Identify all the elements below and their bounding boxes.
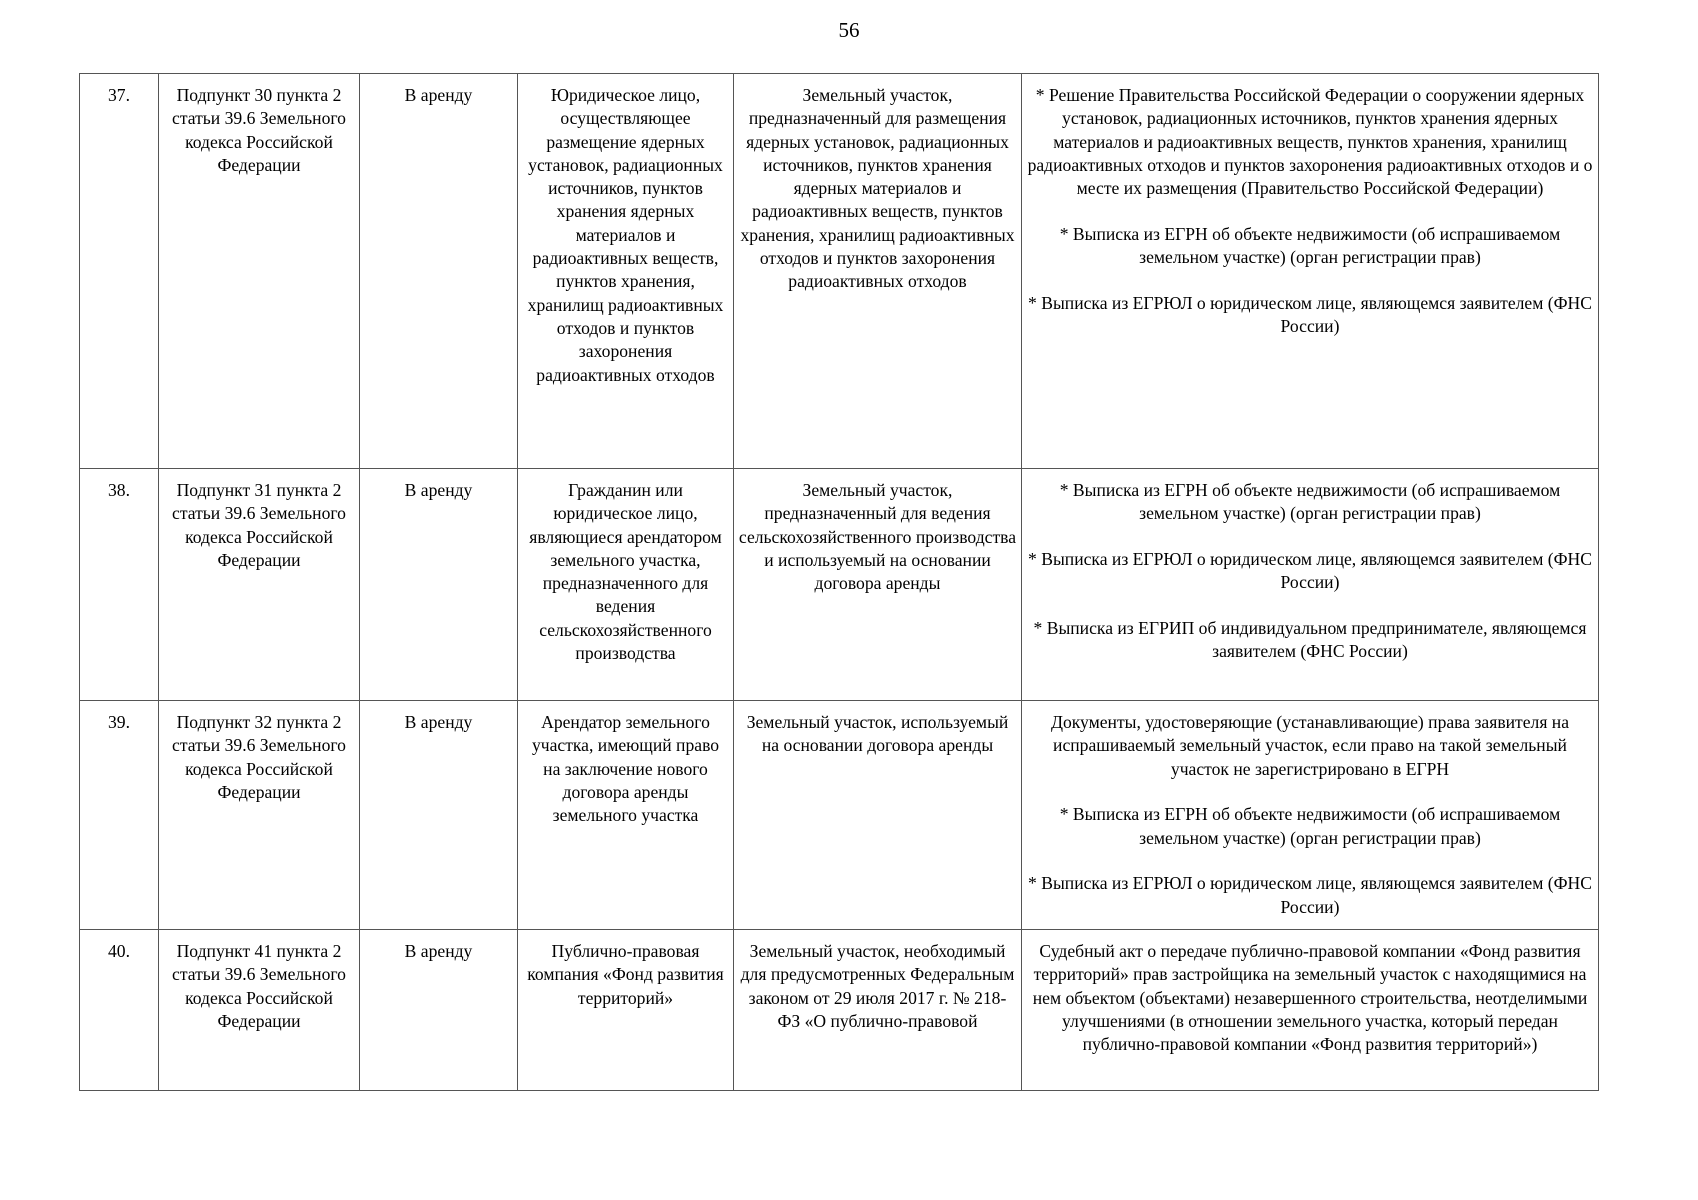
document-item: * Решение Правительства Российской Федерации о сооружении ядерных установок, радиационных источников, пунктов хранения ядерных материалов и радиоактивных веществ, пунктов хранения, хранилищ радиоактивных отходов и пунктов захоронения радиоактивных отходов и о месте их размещения (Правительство Российской Федерации) [1027, 85, 1593, 199]
table-row [80, 930, 1599, 1091]
document-item: * Выписка из ЕГРН об объекте недвижимости (об испрашиваемом земельном участке) (орган регистрации прав) [1059, 480, 1561, 524]
table-row [80, 74, 1599, 469]
table-row [80, 701, 1599, 930]
legal-basis-cell: Подпункт 32 пункта 2 статьи 39.6 Земельного кодекса Российской Федерации [159, 701, 360, 930]
legal-basis-cell: Подпункт 30 пункта 2 статьи 39.6 Земельного кодекса Российской Федерации [159, 74, 360, 469]
provision-type-cell: В аренду [360, 930, 518, 1091]
land-plot-cell: Земельный участок, предназначенный для размещения ядерных установок, радиационных источников, пунктов хранения ядерных материалов и радиоактивных веществ, пунктов хранения, хранилищ радиоактивных отходов и пунктов захоронения радиоактивных отходов [734, 74, 1022, 469]
documents-cell [1022, 701, 1599, 930]
applicant-cell: Арендатор земельного участка, имеющий право на заключение нового договора аренды земельного участка [518, 701, 734, 930]
row-number: 37. [80, 74, 159, 469]
applicant-cell: Юридическое лицо, осуществляющее размещение ядерных установок, радиационных источников, пунктов хранения ядерных материалов и радиоактивных веществ, пунктов хранения, хранилищ радиоактивных отходов и пунктов захоронения радиоактивных отходов [518, 74, 734, 469]
land-plot-cell: Земельный участок, используемый на основании договора аренды [734, 701, 1022, 930]
row-number: 40. [80, 930, 159, 1091]
provision-type-cell: В аренду [360, 74, 518, 469]
document-item: * Выписка из ЕГРН об объекте недвижимости (об испрашиваемом земельном участке) (орган регистрации прав) [1059, 223, 1561, 268]
land-plot-cell: Земельный участок, необходимый для предусмотренных Федеральным законом от 29 июля 2017 г. № 218-ФЗ «О публично-правовой [734, 930, 1022, 1091]
provision-type-cell: В аренду [360, 469, 518, 701]
row-number: 39. [80, 701, 159, 930]
table-row [80, 469, 1599, 701]
applicant-cell: Публично-правовая компания «Фонд развития территорий» [518, 930, 734, 1091]
row-number: 38. [80, 469, 159, 701]
document-item: * Выписка из ЕГРЮЛ о юридическом лице, являющемся заявителем (ФНС России) [1028, 549, 1592, 593]
document-item: Документы, удостоверяющие (устанавливающие) права заявителя на испрашиваемый земельный участок, если право на такой земельный участок не зарегистрировано в ЕГРН [1050, 712, 1570, 779]
documents-cell [1022, 930, 1599, 1091]
document-item: * Выписка из ЕГРН об объекте недвижимости (об испрашиваемом земельном участке) (орган регистрации прав) [1059, 804, 1561, 848]
documents-cell [1022, 74, 1599, 469]
legal-basis-cell: Подпункт 31 пункта 2 статьи 39.6 Земельного кодекса Российской Федерации [159, 469, 360, 701]
land-plot-cell: Земельный участок, предназначенный для ведения сельскохозяйственного производства и используемый на основании договора аренды [734, 469, 1022, 701]
page-number: 56 [838, 18, 860, 42]
provision-type-cell: В аренду [360, 701, 518, 930]
document-item: Судебный акт о передаче публично-правовой компании «Фонд развития территорий» прав застройщика на земельный участок с находящимися на нем объектом (объектами) незавершенного строительства, неотделимыми улучшениями (в отношении земельного участка, который передан публично-правовой компании «Фонд развития территорий») [1032, 941, 1588, 1055]
document-item: * Выписка из ЕГРЮЛ о юридическом лице, являющемся заявителем (ФНС России) [1028, 293, 1592, 337]
document-item: * Выписка из ЕГРЮЛ о юридическом лице, являющемся заявителем (ФНС России) [1028, 873, 1592, 917]
services-table [79, 73, 1599, 1091]
documents-cell [1022, 469, 1599, 701]
applicant-cell: Гражданин или юридическое лицо, являющиеся арендатором земельного участка, предназначенного для ведения сельскохозяйственного производства [518, 469, 734, 701]
legal-basis-cell: Подпункт 41 пункта 2 статьи 39.6 Земельного кодекса Российской Федерации [159, 930, 360, 1091]
document-item: * Выписка из ЕГРИП об индивидуальном предпринимателе, являющемся заявителем (ФНС России) [1033, 618, 1587, 662]
